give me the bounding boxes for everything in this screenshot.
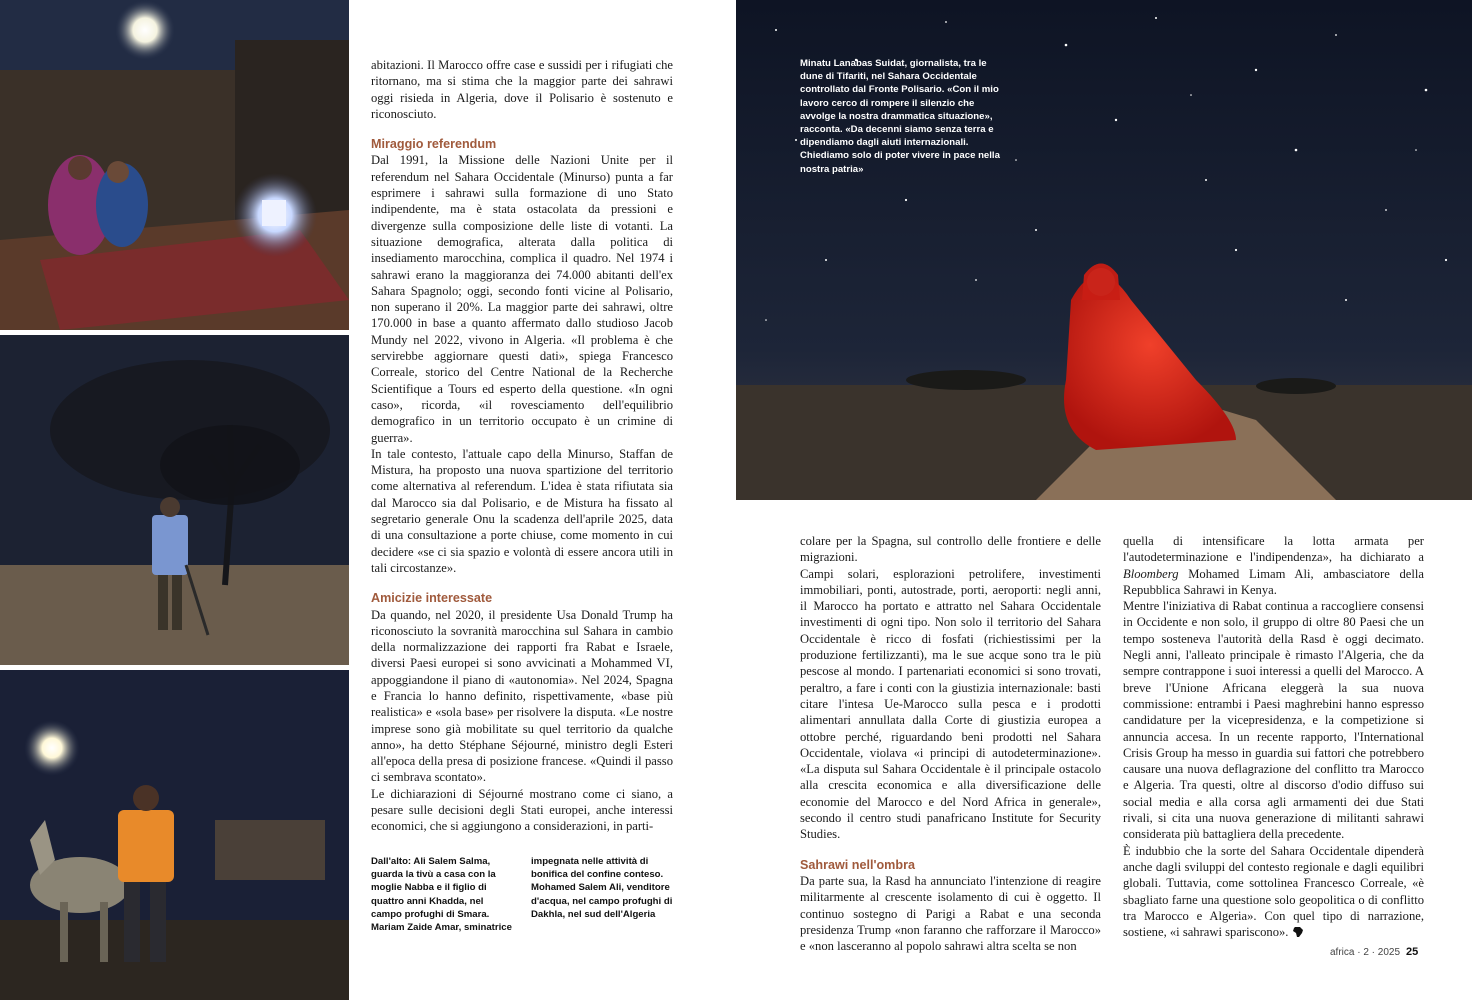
photo-caption: impegnata nelle attività di bonifica del confine conteso. Mohamed Salem Ali, venditore d'acqua, nel campo profughi di Dakhla, nel sud dell'Algeria [531, 856, 673, 920]
paragraph [1123, 533, 1424, 598]
paragraph [1123, 843, 1424, 941]
main-photo-caption: Minatu Lanabas Suidat, giornalista, tra le dune di Tifariti, nel Sahara Occidentale controllato dal Fronte Polisario. «Con il mio lavoro cerco di rompere il silenzio che avvolge la nostra drammatica situazione», racconta. «Da decenni siamo senza terra e dipendiamo dagli aiuti internazionali. Chiediamo solo di poter vivere in pace nella nostra patria» [800, 58, 1000, 175]
text-run: È indubbio che la sorte del Sahara Occidentale dipenderà anche dagli sviluppi del contesto regionale e dagli equilibri globali. Tuttavia, come sottolinea Francesco Correale, «è sbagliato farne una questione solo geopolitica o di conflitto tra Marocco e Algeria». Con quel tipo di narrazione, sostiene, «i sahrawi spariscono». [1123, 843, 1424, 940]
paragraph: Da parte sua, la Rasd ha annunciato l'intenzione di reagire militarmente al crescente isolamento di cui è oggetto. Il continuo sostegno di Parigi a Rabat e una seconda presidenza Trump «non faranno che rafforzare il Marocco» e «non lasceranno al popolo sahrawi altra scelta se non [800, 873, 1101, 954]
paragraph: Campi solari, esplorazioni petrolifere, investimenti immobiliari, ponti, autostrade, porti, aeroporti: negli anni, il Marocco ha portato e attratto nel Sahara Occidentale investimenti di ogni tipo. Non solo il territorio del Sahara Occidentale è ricco di fosfati (richiestissimi per la produzione fertilizzanti), ma le sue acque sono tra le più pescose al mondo. I partenariati economici si sono trovati, peraltro, a fare i conti con la giustizia internazionale: basti citare l'intesa Ue-Marocco sulla pesca e i prodotti alimentari annullata dalla Corte di giustizia europea a ottobre perché, riguardando beni prodotti nel Sahara Occidentale, violava «i principi di autodeterminazione». «La disputa sul Sahara Occidentale è il principale ostacolo alla crescita economica e alla diversificazione delle economie del Marocco e del Nord Africa in generale», secondo il centro studi panafricano Institute for Security Studies. [800, 566, 1101, 842]
text-run: quella di intensificare la lotta armata per l'autodeterminazione e l'indipendenza», ha dichiarato a [1123, 534, 1424, 565]
magazine-issue: africa · 2 · 2025 [1330, 947, 1401, 958]
text-run: Mohamed Limam Ali, ambasciatore della Repubblica Sahrawi in Kenya. [1123, 566, 1424, 597]
paragraph: abitazioni. Il Marocco offre case e sussidi per i rifugiati che ritornano, ma si stima che la maggior parte dei sahrawi oggi risieda in Algeria, dove il Polisario è sostenuto e riconosciuto. [371, 58, 673, 121]
paragraph: Mentre l'iniziativa di Rabat continua a raccogliere consensi in Occidente e non solo, il gruppo di oltre 80 Paesi che un tempo sosteneva l'autorità della Rasd è oggi decimato. Negli anni, l'alleato principale è rimasto l'Algeria, che da sempre contrappone i suoi interessi a quelli del Marocco. A breve l'Unione Africana eleggerà la sua nuova commissione: entrambi i Paesi maghrebini hanno espresso candidature per la vicepresidenza, e la competizione si annuncia accesa. In un recente rapporto, l'International Crisis Group ha messo in guardia sui fattori che potrebbero causare una nuova deflagrazione del conflitto tra Marocco e Algeria. Tra questi, oltre al discorso d'odio diffuso sui social media e alla corsa agli armamenti dei due Stati rivali, si cita una nuova generazione di militanti sahrawi considerata più battagliera della precedente. [1123, 599, 1424, 842]
section-heading: Amicizie interessate [371, 591, 493, 606]
page-folio [1330, 946, 1418, 958]
paragraph: Le dichiarazioni di Séjourné mostrano come ci siano, a pesare sulle decisioni degli Stati europei, anche interessi economici, che si aggiungono a considerazioni, in parti- [371, 786, 673, 834]
section-heading: Sahrawi nell'ombra [800, 857, 915, 872]
photo-water-seller [0, 670, 349, 1000]
article-column-left [371, 57, 673, 835]
article-column-right [1123, 533, 1424, 940]
publication-name: Bloomberg [1123, 566, 1179, 581]
article-column-middle [800, 533, 1101, 954]
paragraph: Dal 1991, la Missione delle Nazioni Unite per il referendum nel Sahara Occidentale (Minurso) punta a far esprimere i sahrawi sulla formazione di uno Stato indipendente, ma è stata ostacolata da pressioni e divergenze sulla composizione delle liste di votanti. La situazione demografica, alterata dalla politica di insediamento marocchina, complica il quadro. Nel 1974 i sahrawi erano la maggioranza dei 74.000 abitanti dell'ex Sahara Spagnolo; oggi, secondo fonti vicine al Polisario, non superano il 20%. La maggior parte dei sahrawi, oltre 170.000 in base a quanto affermato dallo studioso Jacob Mundy nel 2022, vivono in Algeria. «Il problema è che servirebbe aggiornare questi dati», spiega Francesco Correale, storico del Centre National de la Recherche Scientifique a Tours ed esperto della questione. «In ogni caso», ricorda, «il rovesciamento dell'equilibrio demografico in un territorio occupato è un crimine di guerra». [371, 153, 673, 445]
paragraph: colare per la Spagna, sul controllo delle frontiere e delle migrazioni. [800, 534, 1101, 565]
photo-family-tv [0, 0, 349, 330]
photo-caption: Dall'alto: Ali Salem Salma, guarda la tivù a casa con la moglie Nabba e il figlio di quattro anni Khadda, nel campo profughi di Smara. Mariam Zaide Amar, sminatrice [371, 856, 512, 934]
paragraph: In tale contesto, l'attuale capo della Minurso, Staffan de Mistura, ha proposto una nuova spartizione del territorio come alternativa al referendum. L'idea è stata rifiutata sia dal Marocco sia dal Polisario, e de Mistura ha fissato al segretario generale Onu la scadenza dell'aprile 2025, data di una consultazione a porte chiuse, come momento in cui decidere «se ci sia spazio e volontà di essere ancora utili in tali circostanze». [371, 446, 673, 575]
africa-end-mark-icon [1292, 926, 1304, 938]
paragraph: Da quando, nel 2020, il presidente Usa Donald Trump ha riconosciuto la sovranità marocchina sul Sahara in cambio della normalizzazione dei rapporti fra Rabat e Israele, diversi Paesi europei si sono avvicinati a Mohammed VI, appoggiandone il piano di «autonomia». Nel 2024, Spagna e Francia lo hanno definito, rispettivamente, «base più realistica» e «sola base» per risolvere la disputa. «Le nostre imprese sono già mobilitate su quel territorio da qualche anno», ha detto Stéphane Séjourné, ministro degli Esteri all'epoca della presa di posizione francese. «Quindi il passo ci sembrava scontato». [371, 607, 673, 785]
section-heading: Miraggio referendum [371, 137, 497, 152]
page-number: 25 [1406, 946, 1419, 958]
photo-deminer [0, 335, 349, 665]
